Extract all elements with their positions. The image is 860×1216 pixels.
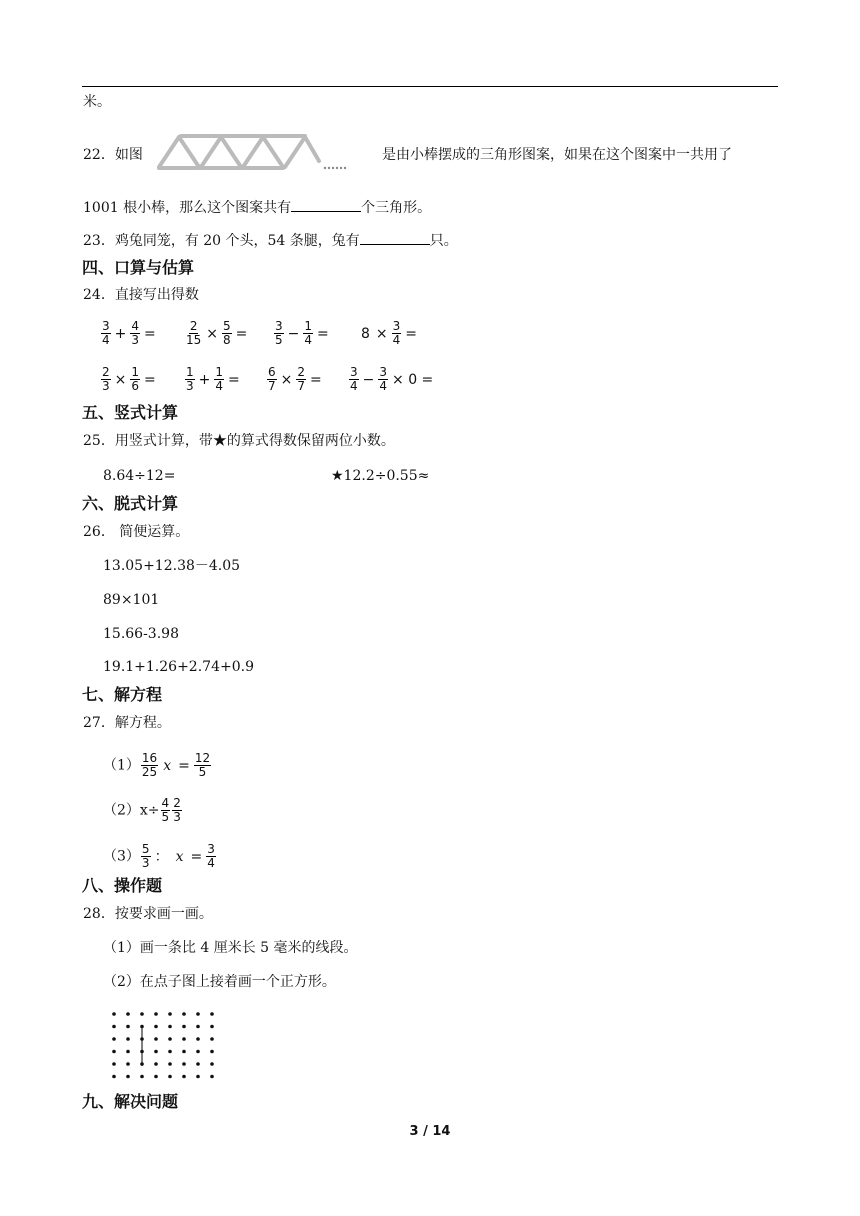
fraction: $\frac{1}{6}$ [131, 365, 140, 393]
q26-expr: 13.05+12.38－4.05 [103, 558, 241, 574]
grid-dot [182, 1012, 186, 1016]
dot-grid-figure[interactable] [110, 1010, 220, 1082]
fraction: $\frac{4}{5}$ [161, 796, 170, 824]
q25-expr-1: 8.64÷12= [103, 468, 176, 484]
grid-dot [140, 1050, 144, 1054]
grid-dot [196, 1075, 200, 1079]
fraction: $\frac{2}{3}$ [102, 365, 110, 393]
grid-dot [182, 1050, 186, 1054]
q24-item: 8 × $\frac{3}{4}$ = [361, 319, 418, 347]
q22-suffix: 是由小棒摆成的三角形图案，如果在这个图案中一共用了 [382, 147, 732, 163]
grid-dot [182, 1025, 186, 1029]
grid-dot [210, 1012, 214, 1016]
q24-item: $\frac{2}{3}$ × $\frac{1}{6}$ = [102, 365, 156, 393]
q28-step-2: （2）在点子图上接着画一个正方形。 [103, 974, 336, 990]
q22-prefix: 22．如图 [83, 147, 143, 163]
fraction: $\frac{3}{4}$ [207, 842, 215, 870]
grid-dot [196, 1012, 200, 1016]
grid-dot [210, 1075, 214, 1079]
q27-eq-3: （3） $\frac{5}{3}$ ： x = $\frac{3}{4}$ [103, 842, 215, 870]
q24-item: $\frac{3}{5}$ − $\frac{1}{4}$ = [275, 319, 329, 347]
section-heading-4: 四、口算与估算 [82, 258, 195, 277]
grid-dot [168, 1075, 172, 1079]
grid-dot [182, 1075, 186, 1079]
q23-text-a: 23．鸡兔同笼，有 20 个头，54 条腿，兔有 [83, 233, 360, 249]
q24-item: $\frac{3}{4}$ + $\frac{4}{3}$ = [102, 319, 156, 347]
grid-dot [126, 1037, 130, 1041]
fraction: $\frac{4}{3}$ [131, 319, 140, 347]
grid-dot [168, 1012, 172, 1016]
q26-expr: 89×101 [103, 592, 160, 608]
q22-text-b: 个三角形。 [361, 200, 432, 216]
continued-text: 米。 [83, 94, 111, 110]
grid-dot [168, 1050, 172, 1054]
grid-dot [126, 1075, 130, 1079]
fraction: $\frac{1}{4}$ [215, 365, 224, 393]
grid-dot [140, 1075, 144, 1079]
section-heading-5: 五、竖式计算 [82, 403, 179, 422]
grid-dot [126, 1050, 130, 1054]
fraction: $\frac{6}{7}$ [268, 365, 276, 393]
fraction: $\frac{3}{5}$ [275, 319, 283, 347]
section-heading-6: 六、脱式计算 [82, 494, 179, 513]
fraction: $\frac{2}{7}$ [297, 365, 306, 393]
grid-dot [154, 1037, 158, 1041]
fraction: $\frac{12}{5}$ [194, 751, 211, 779]
grid-dot [140, 1062, 144, 1066]
grid-dot [210, 1050, 214, 1054]
grid-dot [126, 1025, 130, 1029]
q24-item: $\frac{3}{4}$ − $\frac{3}{4}$ × 0 = [350, 365, 434, 393]
grid-dot [112, 1025, 116, 1029]
fraction: $\frac{2}{3}$ [173, 796, 181, 824]
grid-dot [154, 1062, 158, 1066]
grid-dot [168, 1062, 172, 1066]
grid-dot [196, 1025, 200, 1029]
q24-item: $\frac{6}{7}$ × $\frac{2}{7}$ = [268, 365, 322, 393]
grid-dot [112, 1062, 116, 1066]
grid-dot [154, 1012, 158, 1016]
section-heading-9: 九、解决问题 [82, 1092, 179, 1111]
q26-expr: 15.66-3.98 [103, 626, 179, 642]
q25-expr-2: ★12.2÷0.55≈ [331, 468, 430, 484]
q23-text-b: 只。 [429, 233, 458, 249]
grid-dot [112, 1037, 116, 1041]
grid-dot [196, 1037, 200, 1041]
q24-item: $\frac{1}{3}$ + $\frac{1}{4}$ = [186, 365, 240, 393]
q28-step-1: （1）画一条比 4 厘米长 5 毫米的线段。 [103, 940, 358, 956]
answer-blank[interactable] [360, 230, 430, 245]
grid-dot [210, 1025, 214, 1029]
grid-dot [112, 1012, 116, 1016]
grid-dot [112, 1075, 116, 1079]
grid-dot [168, 1037, 172, 1041]
grid-dot [140, 1037, 144, 1041]
q27-eq-1: （1） $\frac{16}{25}$ x = $\frac{12}{5}$ [103, 751, 211, 779]
fraction: $\frac{2}{15}$ [186, 319, 202, 347]
fraction: $\frac{3}{4}$ [350, 365, 358, 393]
grid-dot [210, 1062, 214, 1066]
grid-dot [126, 1012, 130, 1016]
grid-dot [126, 1062, 130, 1066]
grid-dot [182, 1037, 186, 1041]
fraction: $\frac{16}{25}$ [141, 751, 158, 779]
q27-label: 27．解方程。 [83, 715, 171, 731]
answer-blank[interactable] [291, 197, 361, 212]
fraction: $\frac{5}{8}$ [223, 319, 231, 347]
grid-dot [140, 1012, 144, 1016]
grid-dot [168, 1025, 172, 1029]
grid-dot [140, 1025, 144, 1029]
grid-dot [196, 1050, 200, 1054]
q26-label: 26． 简便运算。 [83, 524, 190, 540]
q28-label: 28．按要求画一画。 [83, 906, 213, 922]
grid-dot [154, 1075, 158, 1079]
section-heading-8: 八、操作题 [82, 876, 163, 895]
grid-dot [210, 1037, 214, 1041]
fraction: $\frac{3}{4}$ [379, 365, 388, 393]
q24-label: 24．直接写出得数 [83, 287, 199, 303]
q27-eq-2: （2）x÷ $\frac{4}{5}$ $\frac{2}{3}$ [103, 796, 181, 824]
header-rule [82, 86, 778, 87]
fraction: $\frac{1}{3}$ [186, 365, 194, 393]
grid-dot [154, 1025, 158, 1029]
grid-dot [154, 1050, 158, 1054]
fraction: $\frac{3}{4}$ [102, 319, 110, 347]
fraction: $\frac{3}{4}$ [392, 319, 401, 347]
page-number: 3 / 14 [409, 1124, 451, 1139]
q23 [83, 230, 458, 251]
q22-text-a: 1001 根小棒，那么这个图案共有 [83, 200, 292, 216]
q26-expr: 19.1+1.26+2.74+0.9 [103, 659, 254, 675]
grid-dot [112, 1050, 116, 1054]
section-heading-7: 七、解方程 [82, 685, 163, 704]
fraction: $\frac{1}{4}$ [304, 319, 313, 347]
triangle-sticks-figure [157, 131, 367, 173]
fraction: $\frac{5}{3}$ [141, 842, 150, 870]
q22-line2 [83, 197, 431, 218]
q24-item: $\frac{2}{15}$ × $\frac{5}{8}$ = [186, 319, 248, 347]
grid-dot [196, 1062, 200, 1066]
grid-dot [182, 1062, 186, 1066]
q25-label: 25．用竖式计算，带★的算式得数保留两位小数。 [83, 433, 395, 449]
